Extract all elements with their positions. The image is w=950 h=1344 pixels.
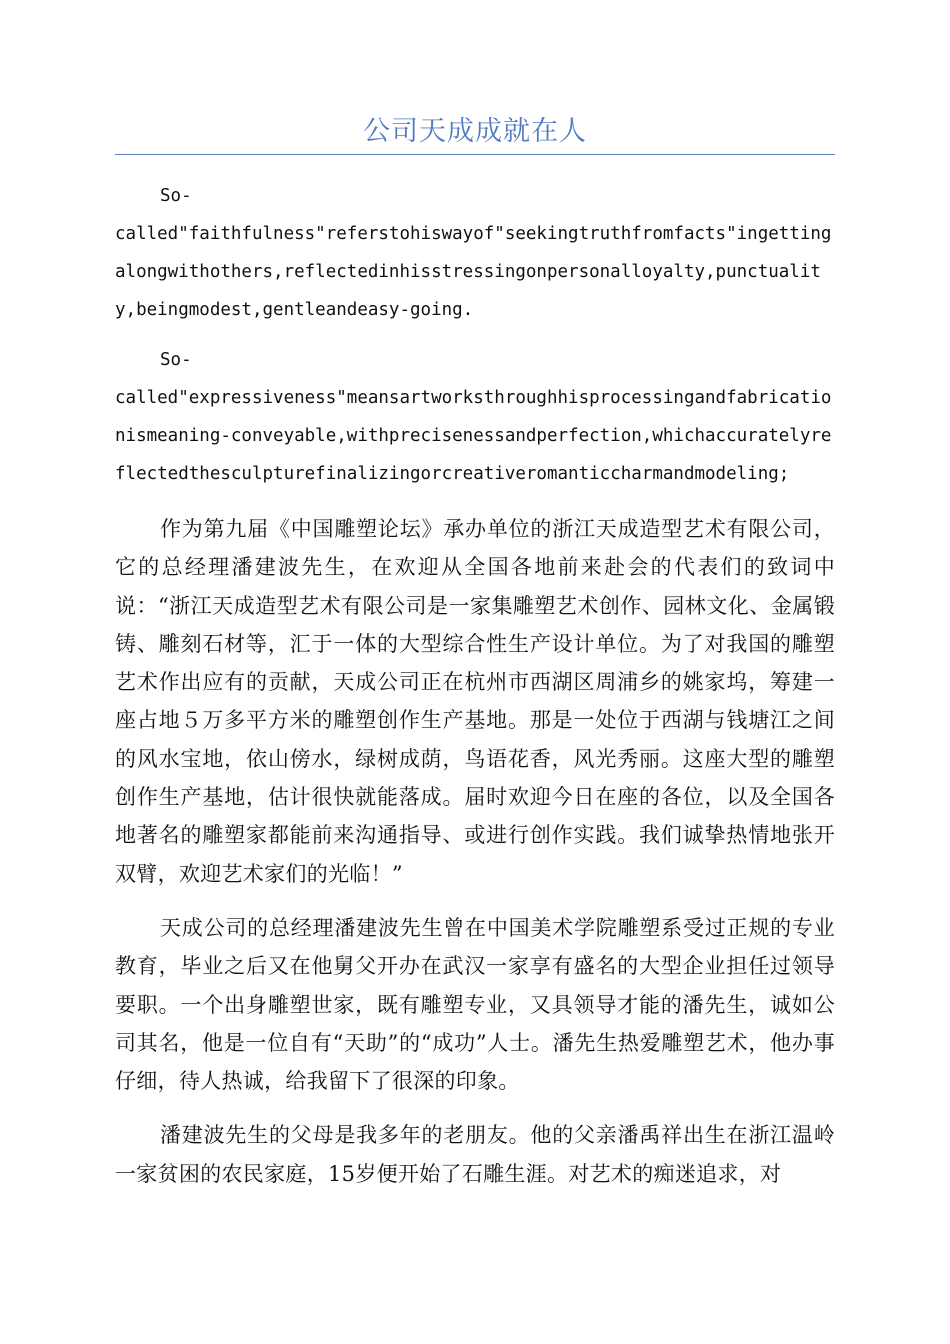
paragraph-body: called"expressiveness"meansartworksthroughhisprocessingandfabricationismeaning-conveyable,withprecisenessandperfection,whichaccuratelyreflectedthesculpturefinalizingorcreativeromanticcharmandmodeling; <box>115 388 832 484</box>
paragraph-manager-profile: 天成公司的总经理潘建波先生曾在中国美术学院雕塑系受过正规的专业教育，毕业之后又在他舅父开办在武汉一家享有盛名的大型企业担任过领导要职。一个出身雕塑世家，既有雕塑专业，又具领导才能的潘先生，诚如公司其名，他是一位自有“天助”的“成功”人士。潘先生热爱雕塑艺术，他办事仔细，待人热诚，给我留下了很深的印象。 <box>115 915 835 1094</box>
title-underline <box>115 154 835 155</box>
paragraph-lead: So- <box>160 350 192 370</box>
paragraph-expressiveness <box>115 341 835 493</box>
document-page <box>115 0 835 1193</box>
document-title: 公司天成成就在人 <box>363 116 587 147</box>
paragraph-faithfulness <box>115 177 835 329</box>
paragraph-forum-speech: 作为第九届《中国雕塑论坛》承办单位的浙江天成造型艺术有限公司，它的总经理潘建波先生，在欢迎从全国各地前来赴会的代表们的致词中说：“浙江天成造型艺术有限公司是一家集雕塑艺术创作、园林文化、金属锻铸、雕刻石材等，汇于一体的大型综合性生产设计单位。为了对我国的雕塑艺术作出应有的贡献，天成公司正在杭州市西湖区周浦乡的姚家坞，筹建一座占地５万多平方米的雕塑创作生产基地。那是一处位于西湖与钱塘江之间的风水宝地，依山傍水，绿树成荫，鸟语花香，风光秀丽。这座大型的雕塑创作生产基地，估计很快就能落成。届时欢迎今日在座的各位，以及全国各地著名的雕塑家都能前来沟通指导、或进行创作实践。我们诚挚热情地张开双臂，欢迎艺术家们的光临！” <box>115 517 835 886</box>
paragraph-lead: So- <box>160 186 192 206</box>
paragraph-body: called"faithfulness"referstohiswayof"seekingtruthfromfacts"ingettingalongwithothers,reflectedinhisstressingonpersonalloyalty,punctuality,beingmodest,gentleandeasy-going. <box>115 224 832 320</box>
paragraph-family-background: 潘建波先生的父母是我多年的老朋友。他的父亲潘禹祥出生在浙江温岭一家贫困的农民家庭，15岁便开始了石雕生涯。对艺术的痴迷追求，对 <box>115 1123 835 1186</box>
